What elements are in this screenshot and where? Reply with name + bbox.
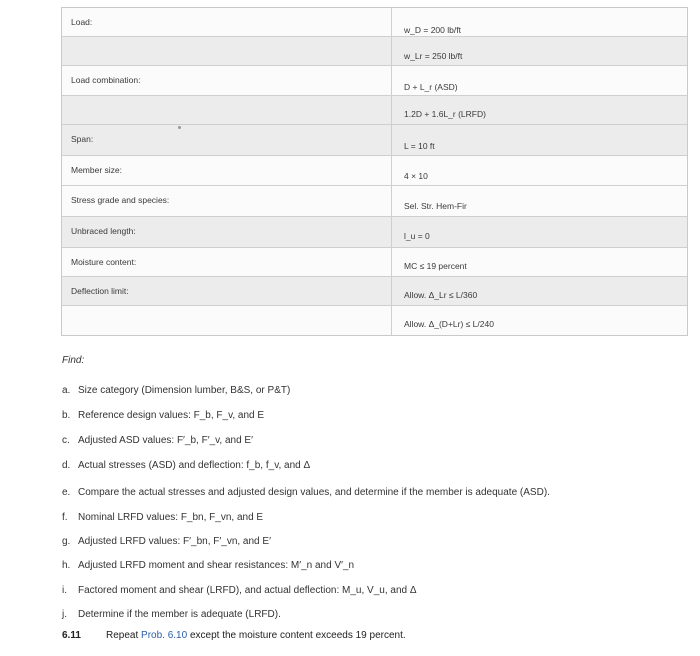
row-value: L = 10 ft [404, 141, 435, 151]
item-text: Compare the actual stresses and adjusted design values, and determine if the member is adequate (ASD). [78, 487, 550, 498]
item-text: Factored moment and shear (LRFD), and actual deflection: M_u, V_u, and Δ [78, 585, 417, 596]
find-item-e [62, 487, 550, 498]
find-item-b [62, 410, 264, 421]
item-text: Size category (Dimension lumber, B&S, or P&T) [78, 385, 291, 396]
problem-number: 6.11 [62, 630, 81, 641]
find-item-a [62, 385, 290, 396]
row-value: Allow. Δ_Lr ≤ L/360 [404, 290, 478, 300]
find-item-g [62, 536, 271, 547]
table-row [62, 95, 687, 124]
row-label: Deflection limit: [62, 277, 392, 305]
item-text: Actual stresses (ASD) and deflection: f_b, f_v, and Δ [78, 460, 311, 471]
problem-text-before: Repeat [106, 630, 142, 641]
find-item-h [62, 560, 354, 571]
problem-reference-link[interactable]: Prob. 6.10 [141, 630, 188, 641]
row-value: 4 × 10 [404, 171, 428, 181]
find-item-f [62, 512, 263, 523]
item-key: e. [62, 487, 71, 498]
item-text: Adjusted LRFD values: F′_bn, F′_vn, and E′ [78, 536, 271, 547]
row-label: Span: [62, 125, 392, 155]
item-key: h. [62, 560, 71, 571]
item-key: j. [62, 609, 67, 620]
row-label: Moisture content: [62, 248, 392, 276]
item-text: Adjusted ASD values: F′_b, F′_v, and E′ [78, 435, 253, 446]
row-label: Stress grade and species: [62, 186, 392, 216]
row-label [62, 37, 392, 65]
scan-speck [178, 126, 181, 129]
item-key: c. [62, 435, 70, 446]
table-row [62, 8, 687, 36]
table-row [62, 65, 687, 95]
row-label [62, 96, 392, 124]
find-item-d [62, 460, 310, 471]
table-row [62, 124, 687, 155]
row-value: w_Lr = 250 lb/ft [404, 51, 463, 61]
table-row [62, 185, 687, 216]
find-heading: Find: [62, 355, 85, 366]
item-text: Reference design values: F_b, F_v, and E [78, 410, 265, 421]
item-key: i. [62, 585, 67, 596]
item-key: f. [62, 512, 68, 523]
item-text: Determine if the member is adequate (LRFD). [78, 609, 281, 620]
table-row [62, 155, 687, 185]
row-label: Load: [62, 8, 392, 36]
problem-text-after: except the moisture content exceeds 19 percent. [187, 630, 406, 641]
find-item-j [62, 609, 281, 620]
find-item-i [62, 585, 417, 596]
row-value: Sel. Str. Hem-Fir [404, 201, 467, 211]
row-value: l_u = 0 [404, 231, 430, 241]
table-row [62, 247, 687, 276]
row-value: MC ≤ 19 percent [404, 261, 467, 271]
given-data-table [61, 7, 688, 336]
item-text: Adjusted LRFD moment and shear resistances: M′_n and V′_n [78, 560, 355, 571]
table-row [62, 36, 687, 65]
row-value: w_D = 200 lb/ft [404, 25, 461, 35]
row-value: D + L_r (ASD) [404, 82, 458, 92]
table-row [62, 276, 687, 305]
row-label [62, 306, 392, 335]
item-key: a. [62, 385, 71, 396]
row-label: Load combination: [62, 66, 392, 95]
row-value: 1.2D + 1.6L_r (LRFD) [404, 109, 486, 119]
item-text: Nominal LRFD values: F_bn, F_vn, and E [78, 512, 264, 523]
row-value: Allow. Δ_(D+Lr) ≤ L/240 [404, 319, 494, 329]
row-label: Member size: [62, 156, 392, 185]
table-row [62, 216, 687, 247]
row-label: Unbraced length: [62, 217, 392, 247]
item-key: d. [62, 460, 71, 471]
problem-6-11 [62, 630, 406, 641]
table-row [62, 305, 687, 335]
find-item-c [62, 435, 253, 446]
item-key: b. [62, 410, 71, 421]
item-key: g. [62, 536, 71, 547]
